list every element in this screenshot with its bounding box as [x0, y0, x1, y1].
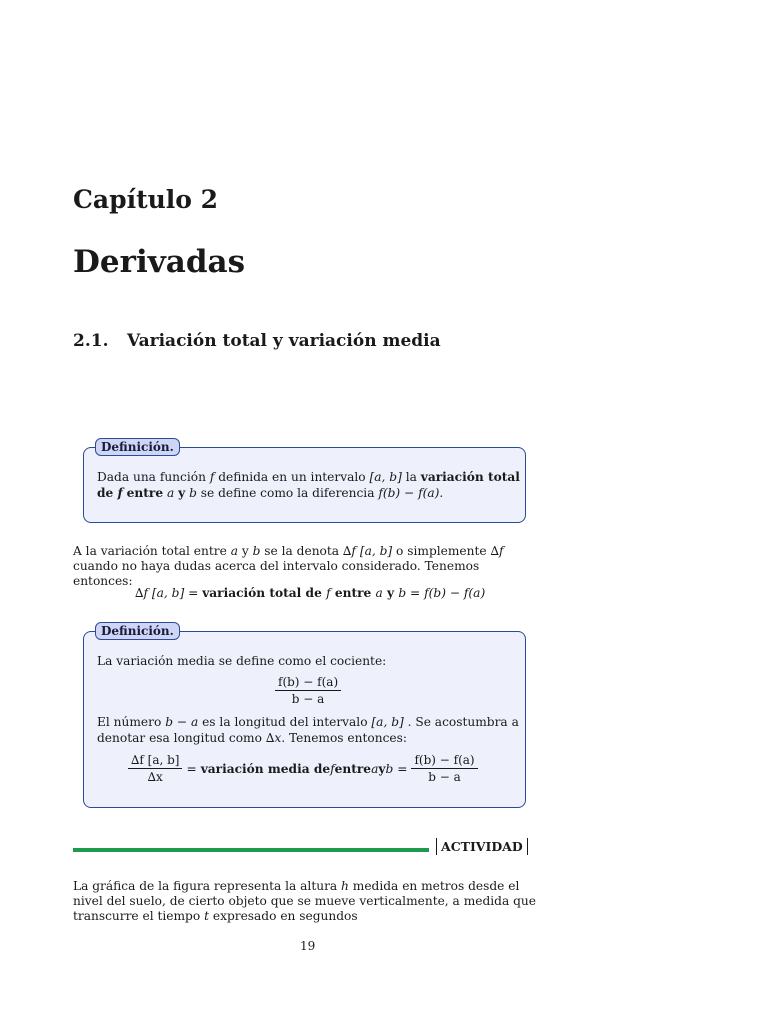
left-fraction: $\frac{\Delta f [a, b]}{\Delta x}$: [128, 753, 182, 784]
definition-tag: Definición.: [95, 438, 180, 456]
definition-box-total: [83, 440, 526, 523]
equation-mean-variation: $\frac{\Delta f [a, b]}{\Delta x}$ = variación media de f entre a y b = $\frac{f(b) - f(a)}{b - a}$: [128, 753, 478, 784]
activity-label: ACTIVIDAD: [436, 838, 528, 855]
paragraph-activity: La gráfica de la figura representa la altura h medida en metros desde el nivel del suelo, de cierto objeto que se mueve verticalmente, a medida que transcurre el tiempo t expresado en segundos: [73, 879, 536, 923]
definition-total-text: Dada una función f definida en un intervalo [a, b] la variación total de f entre a y b se define como la diferencia f(b) − f(a).: [97, 470, 520, 500]
paragraph-notation: A la variación total entre a y b se la denota ∆f [a, b] o simplemente ∆f cuando no haya dudas acerca del intervalo considerado. Tenemos entonces:: [73, 544, 504, 588]
section-heading: [73, 331, 441, 351]
mean-fraction: $\frac{f(b) - f(a)}{b - a}$: [275, 675, 341, 706]
definition-mean-length: El número b − a es la longitud del intervalo [a, b] . Se acostumbra a denotar esa longitud como ∆x. Tenemos entonces:: [97, 715, 519, 745]
chapter-title: Derivadas: [73, 244, 246, 280]
chapter-label: Capítulo 2: [73, 185, 219, 214]
definition-mean-intro: La variación media se define como el cociente:: [97, 654, 387, 668]
section-number: 2.1.: [73, 331, 109, 351]
activity-rule: [73, 848, 429, 852]
page-number: 19: [300, 939, 316, 953]
definition-tag: Definición.: [95, 622, 180, 640]
right-fraction: $\frac{f(b) - f(a)}{b - a}$: [411, 753, 477, 784]
section-title: Variación total y variación media: [127, 331, 441, 351]
equation-total-variation: ∆f [a, b] = variación total de f entre a y b = f(b) − f(a): [135, 586, 486, 600]
